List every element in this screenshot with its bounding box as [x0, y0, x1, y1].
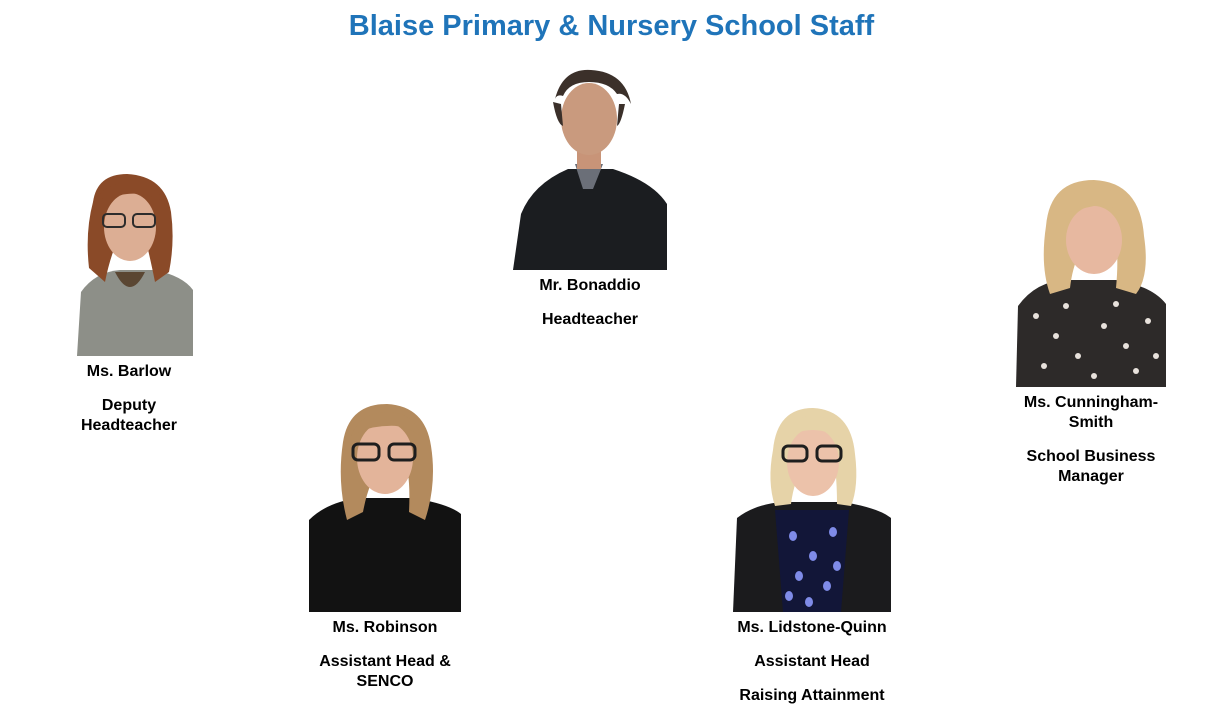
staff-role-barlow: Deputy Headteacher	[80, 397, 178, 434]
staff-photo-lidstone-quinn	[733, 406, 891, 612]
staff-card-lidstone-quinn	[722, 406, 902, 706]
staff-name-cunningham-smith: Ms. Cunningham-Smith	[1023, 394, 1159, 431]
staff-photo-cunningham-smith	[1016, 176, 1166, 387]
staff-card-bonaddio	[495, 64, 685, 330]
page-title: Blaise Primary & Nursery School Staff	[348, 10, 875, 42]
staff-card-barlow	[59, 172, 199, 436]
staff-card-cunningham-smith	[1013, 176, 1169, 487]
staff-role-lidstone-quinn-2: Raising Attainment	[739, 687, 885, 704]
staff-photo-robinson	[309, 402, 461, 612]
staff-card-robinson	[305, 402, 465, 692]
staff-name-bonaddio: Mr. Bonaddio	[539, 277, 641, 294]
staff-photo-bonaddio	[513, 64, 667, 270]
staff-photo-barlow	[75, 172, 193, 356]
staff-name-barlow: Ms. Barlow	[86, 363, 172, 380]
staff-name-robinson: Ms. Robinson	[332, 619, 438, 636]
staff-role-bonaddio: Headteacher	[541, 311, 639, 328]
staff-name-lidstone-quinn: Ms. Lidstone-Quinn	[737, 619, 887, 636]
staff-role-robinson: Assistant Head & SENCO	[319, 653, 451, 690]
staff-role-lidstone-quinn: Assistant Head	[754, 653, 870, 670]
staff-role-cunningham-smith: School Business Manager	[1026, 448, 1156, 485]
